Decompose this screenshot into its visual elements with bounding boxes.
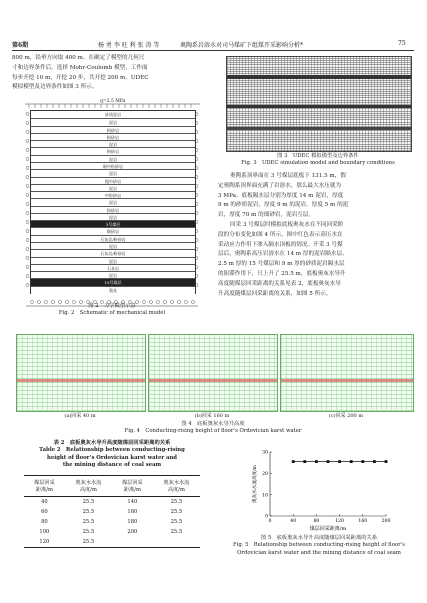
- bottom-boundary: [26, 292, 198, 300]
- udec-model-image: [226, 56, 412, 152]
- fig4-panel-b: [148, 334, 278, 412]
- running-title: 奥陶系岩溶水对司马煤矿下组煤开采影响分析*: [180, 42, 304, 49]
- data-point: [315, 460, 318, 463]
- text-line: 升高度随煤层回采距离的关系，如图 5 所示。: [218, 290, 332, 297]
- table-cell: 25.5: [82, 499, 95, 505]
- stratum-layer: 石灰岩/粉砂岩: [31, 249, 195, 257]
- table-cell: 25.5: [82, 509, 95, 515]
- data-point: [350, 460, 353, 463]
- header-cell: 奥灰水水流 高度/m: [75, 480, 102, 493]
- fig4-panel-a: [16, 334, 146, 412]
- stratum-layer: 泥岩: [31, 140, 195, 148]
- roller-support: [195, 158, 198, 161]
- table-cell: 25.5: [82, 529, 95, 535]
- header-cell: 煤层回采 距离/m: [34, 480, 55, 493]
- layer-column: [30, 110, 196, 294]
- stratum-layer: 粉砂岩: [31, 133, 195, 141]
- fig5-caption: [216, 535, 422, 557]
- y-tick-label: 10: [262, 493, 268, 499]
- table-row: [24, 527, 200, 537]
- fig2-caption-en: Fig. 2 Schematic of mechanical model: [58, 310, 166, 317]
- fig5-chart: [236, 444, 406, 534]
- table-cell: 25.5: [170, 499, 183, 505]
- table2-caption-en: height of floor’s Ordovician karst water and: [47, 454, 177, 461]
- stratum-layer: 泥岩: [31, 271, 195, 279]
- fig5-caption-en: Ordovician karst water and the mining distance of coal seam: [237, 549, 401, 556]
- stratum-layer: 泥岩: [31, 198, 195, 206]
- roller-support: [195, 149, 198, 152]
- data-point: [361, 460, 364, 463]
- text-line: 高度随煤层回采距离的关系见表 2，底板奥灰水导: [218, 280, 341, 287]
- roller-support: [195, 185, 198, 188]
- stratum-layer: 细中粒砂岩: [31, 162, 195, 170]
- roller-support: [26, 248, 29, 251]
- model-band: [227, 105, 411, 108]
- fig3-caption: [212, 153, 424, 168]
- text-line: 段的分布变化如图 4 所示，图中红色表示高压水在: [218, 231, 343, 238]
- table-cell: 25.5: [82, 519, 95, 525]
- roller-support: [26, 266, 29, 269]
- x-tick-label: 120: [335, 519, 344, 524]
- text-line: 寸和边界条件后，选择 Mohr-Coulomb 模型，工作面: [12, 64, 148, 71]
- x-tick-label: 200: [381, 519, 391, 524]
- table-cell: 60: [41, 509, 48, 515]
- header-rule: [12, 50, 414, 51]
- text-line: 回采 3 号煤层时模拟底板奥灰水在不同回采阶: [230, 221, 344, 228]
- header-cell: 奥灰水水流 高度/m: [163, 480, 190, 493]
- text-line: 3 MPa。底板隔水层分别为厚度 14 m 泥岩，厚度: [218, 192, 344, 199]
- table2-caption-en: Table 2 Relationship between conducting-rising: [39, 447, 185, 454]
- roller-support: [26, 122, 29, 125]
- model-band: [227, 75, 411, 79]
- stratum-layer: 泥岩: [31, 118, 195, 126]
- fig4-caption-cn: 图 4 底板奥灰水导升高度: [181, 421, 245, 427]
- table-cell: 180: [127, 519, 138, 525]
- table-cell: [112, 537, 153, 548]
- fig2-load: [25, 100, 200, 108]
- fig4-sub-b: (b)回采 160 m: [194, 413, 230, 419]
- x-tick-label: 0: [268, 519, 272, 524]
- header-cell: 煤层回采 距离/m: [121, 480, 143, 493]
- fig3-caption-cn: 图 3 UDEC 模拟模型及边界条件: [277, 153, 359, 159]
- table-cell: 80: [41, 519, 48, 525]
- roller-support: [26, 239, 29, 242]
- stratum-layer: 粉砂岩: [31, 206, 195, 214]
- y-tick-label: 0: [265, 514, 268, 520]
- page-number: 75: [398, 40, 406, 47]
- table-row: [24, 497, 200, 508]
- table2-caption-en: the mining distance of coal seam: [62, 462, 162, 469]
- left-paragraph: [12, 54, 212, 93]
- text-line: 奥陶系顶界面在 3 号煤层底板下 131.5 m，假: [230, 173, 346, 179]
- roller-support: [26, 131, 29, 134]
- issue-number: 第6期: [12, 42, 29, 49]
- stratum-layer: 石灰岩: [31, 264, 195, 272]
- table-cell: 100: [39, 529, 50, 535]
- fig4-caption-en: Fig. 4 Conducting-rising height of floor’s Ordovician karst water: [124, 428, 302, 435]
- table2: [24, 475, 200, 548]
- x-tick-label: 160: [358, 519, 368, 524]
- stratum-layer: 粉砂岩: [31, 147, 195, 155]
- table-row: [24, 517, 200, 527]
- roller-support: [26, 185, 29, 188]
- roller-support: [195, 248, 198, 251]
- roller-support: [26, 275, 29, 278]
- table2-caption-cn: 表 2 底板奥灰水导升高度随煤层回采距离的关系: [53, 440, 171, 446]
- roller-support: [195, 113, 198, 116]
- roller-support: [195, 176, 198, 179]
- text-line: 9 m 的砂质泥岩，厚度 9 m 的泥岩，厚度 5 m 的泥: [218, 202, 349, 209]
- stratum-layer: 砂质泥岩: [31, 111, 195, 118]
- x-axis-label: 煤层回采距离/m: [309, 526, 347, 532]
- data-point: [338, 460, 341, 463]
- roller-support: [26, 212, 29, 215]
- roller-support: [26, 167, 29, 170]
- roller-support: [26, 113, 29, 116]
- roller-support: [195, 203, 198, 206]
- roller-support: [195, 131, 198, 134]
- text-line: 层后，奥陶系高压岩溶水在 14 m 厚的泥岩隔水层、: [218, 251, 348, 258]
- roller-support: [26, 158, 29, 161]
- x-tick-label: 80: [313, 519, 320, 524]
- stratum-layer: 细砂岩: [31, 227, 195, 235]
- text-line: 每步开挖 10 m，开挖 20 步，共开挖 200 m。UDEC: [12, 74, 149, 81]
- roller-support: [26, 203, 29, 206]
- table-row: [24, 537, 200, 548]
- stratum-layer: 15号煤层: [31, 278, 195, 286]
- authors: 杨 勇 李 旺 利 张 涛 等: [98, 42, 160, 49]
- roller-support: [195, 266, 198, 269]
- roller-support: [195, 284, 198, 287]
- roller-support: [26, 257, 29, 260]
- roller-support: [26, 140, 29, 143]
- fig5-caption-en: Fig. 5 Relationship between conducting-rising height of floor’s: [232, 542, 406, 549]
- fig4-sub-c: (c)回采 200 m: [328, 413, 364, 419]
- model-band: [227, 127, 411, 130]
- load-label: q=2.5 MPa: [100, 99, 126, 104]
- table-cell: 25.5: [170, 529, 183, 535]
- stratum-layer: 粉砂岩: [31, 126, 195, 134]
- stratum-layer: 奥灰: [31, 286, 195, 294]
- table-header-row: [24, 476, 200, 497]
- stratum-layer: 泥岩: [31, 155, 195, 163]
- fig2-caption: [12, 303, 212, 318]
- water-rise-band: [17, 379, 145, 382]
- y-tick-label: 20: [262, 471, 268, 477]
- text-line: 采动应力作用下渗入隔水顶板的情况。开采 3 号煤: [218, 241, 343, 248]
- table-cell: [153, 537, 200, 548]
- roller-support: [195, 239, 198, 242]
- fig3-caption-en: Fig. 3 UDEC simulation model and boundary conditions: [241, 160, 395, 167]
- stratum-layer: 中粒砂岩: [31, 191, 195, 199]
- stratum-layer: 泥岩: [31, 257, 195, 265]
- data-point: [385, 460, 388, 463]
- text-line: 2.5 m 厚的 15 号煤层和 9 m 厚的砂质泥岩隔水层: [218, 261, 345, 268]
- table-cell: 40: [41, 499, 48, 505]
- stratum-layer: 3号煤层: [31, 220, 195, 228]
- table-cell: 140: [127, 499, 138, 505]
- stratum-layer: 泥岩: [31, 184, 195, 192]
- stratum-layer: 泥岩: [31, 169, 195, 177]
- y-axis-label: 奥灰水水流高度/m: [253, 464, 258, 504]
- table-cell: 200: [127, 529, 138, 535]
- stratum-layer: 泥岩: [31, 213, 195, 221]
- roller-support: [195, 230, 198, 233]
- table-cell: 25.5: [82, 539, 95, 545]
- fig4-caption: [12, 421, 414, 436]
- table-row: [24, 507, 200, 517]
- stratum-layer: 粗中砂岩: [31, 177, 195, 185]
- table-cell: 25.5: [170, 519, 183, 525]
- table2-caption: [12, 440, 212, 470]
- data-point: [327, 460, 330, 463]
- roller-support: [195, 221, 198, 224]
- water-rise-band: [281, 379, 413, 382]
- roller-support: [195, 167, 198, 170]
- data-point: [292, 460, 295, 463]
- stratum-layer: 泥岩: [31, 242, 195, 250]
- text-line: 800 m，铅垂方向取 400 m。在确定了模型的几何尺: [12, 55, 145, 61]
- roller-support: [26, 176, 29, 179]
- table-cell: 120: [39, 539, 50, 545]
- right-paragraph: [218, 172, 415, 299]
- text-line: 模拟模型及边界条件如图 3 所示。: [12, 84, 98, 91]
- text-line: 定奥陶系顶界面充满了岩溶水，那么最大水压就为: [218, 182, 342, 189]
- roller-support: [195, 212, 198, 215]
- data-point: [373, 460, 376, 463]
- roller-support: [195, 194, 198, 197]
- stratum-layer: 石灰岩/粉砂岩: [31, 235, 195, 243]
- text-line: 岩，厚度 70 m 的细砂岩，泥岩互层。: [218, 212, 315, 219]
- fig4-sub-a: (a)回采 40 m: [64, 413, 96, 419]
- text-line: 的阻滞作用下，只上升了 25.5 m，底板奥灰水导升: [218, 270, 346, 277]
- roller-support: [26, 221, 29, 224]
- fig5-caption-cn: 图 5 底板奥灰水导升高度随煤层回采距离的关系: [260, 535, 378, 541]
- roller-support: [26, 230, 29, 233]
- roller-support: [195, 257, 198, 260]
- y-tick-label: 30: [262, 450, 268, 456]
- roller-support: [195, 140, 198, 143]
- table-cell: 160: [127, 509, 138, 515]
- left-boundary: [22, 110, 30, 292]
- load-arrows: [25, 103, 200, 109]
- roller-support: [195, 122, 198, 125]
- roller-support: [26, 284, 29, 287]
- right-boundary: [194, 110, 202, 292]
- roller-support: [26, 194, 29, 197]
- fig4-panel-c: [280, 334, 414, 412]
- table-cell: 25.5: [170, 509, 183, 515]
- water-rise-band: [149, 379, 277, 382]
- roller-support: [26, 149, 29, 152]
- x-tick-label: 40: [290, 519, 297, 524]
- roller-support: [195, 275, 198, 278]
- data-point: [303, 460, 306, 463]
- fig2-caption-cn: 图 2 力学模型示意: [88, 303, 136, 309]
